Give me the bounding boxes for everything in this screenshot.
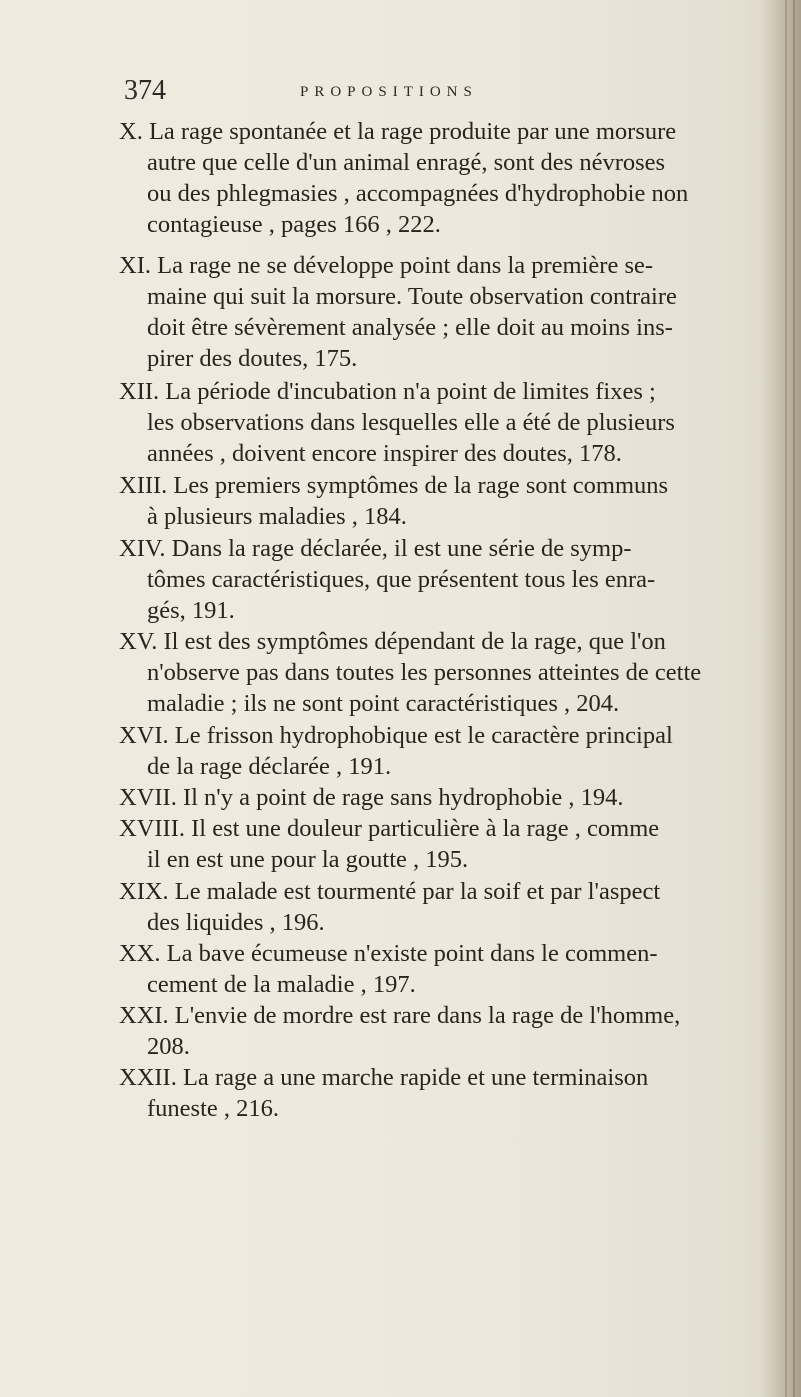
prop-line: funeste , 216.: [147, 1095, 279, 1122]
prop-line: XIX. Le malade est tourmenté par la soif et par l'aspect: [119, 878, 661, 905]
prop-line: XXI. L'envie de mordre est rare dans la rage de l'homme,: [119, 1002, 681, 1029]
prop-line: n'observe pas dans toutes les personnes atteintes de cette: [147, 659, 702, 686]
proposition-xx: [119, 938, 767, 1000]
prop-line: doit être sévèrement analysée ; elle doit au moins ins-: [147, 314, 673, 341]
prop-line: pirer des doutes, 175.: [147, 345, 358, 372]
running-head: PROPOSITIONS: [300, 84, 478, 100]
proposition-xix: [119, 876, 767, 938]
proposition-x: [119, 116, 767, 240]
prop-line: maine qui suit la morsure. Toute observation contraire: [147, 283, 677, 310]
prop-line: il en est une pour la goutte , 195.: [147, 846, 469, 873]
page-edge-shadow: [761, 0, 801, 1397]
proposition-xxi: [119, 1000, 767, 1062]
proposition-xviii: [119, 813, 767, 875]
prop-line: XII. La période d'incubation n'a point de limites fixes ;: [119, 378, 656, 405]
proposition-xv: [119, 626, 767, 719]
prop-line: gés, 191.: [147, 597, 235, 624]
prop-line: maladie ; ils ne sont point caractéristiques , 204.: [147, 690, 620, 717]
prop-line: XVIII. Il est une douleur particulière à la rage , comme: [119, 815, 660, 842]
prop-line: contagieuse , pages 166 , 222.: [147, 211, 441, 238]
prop-line: autre que celle d'un animal enragé, sont des névroses: [147, 149, 666, 176]
prop-line: XVII. Il n'y a point de rage sans hydrophobie , 194.: [119, 784, 624, 811]
proposition-xiv: [119, 533, 767, 626]
proposition-xvii: [119, 782, 767, 813]
prop-line: 208.: [147, 1033, 190, 1060]
proposition-xiii: [119, 470, 767, 532]
prop-line: de la rage déclarée , 191.: [147, 753, 392, 780]
page-edge-line: [785, 0, 787, 1397]
proposition-xii: [119, 376, 767, 469]
page-header: [124, 74, 684, 110]
prop-line: à plusieurs maladies , 184.: [147, 503, 407, 530]
prop-line: les observations dans lesquelles elle a été de plusieurs: [147, 409, 675, 436]
prop-line: X. La rage spontanée et la rage produite par une morsure: [119, 118, 677, 145]
prop-line: XIII. Les premiers symptômes de la rage sont communs: [119, 472, 669, 499]
prop-line: ou des phlegmasies , accompagnées d'hydrophobie non: [147, 180, 689, 207]
prop-line: XI. La rage ne se développe point dans la première se-: [119, 252, 654, 279]
prop-line: des liquides , 196.: [147, 909, 325, 936]
prop-line: cement de la maladie , 197.: [147, 971, 416, 998]
proposition-xvi: [119, 720, 767, 782]
proposition-xxii: [119, 1062, 767, 1124]
prop-line: XXII. La rage a une marche rapide et une terminaison: [119, 1064, 649, 1091]
prop-line: tômes caractéristiques, que présentent tous les enra-: [147, 566, 656, 593]
page-edge-line: [793, 0, 795, 1397]
prop-line: années , doivent encore inspirer des doutes, 178.: [147, 440, 622, 467]
page-number: 374: [124, 75, 166, 106]
prop-line: XIV. Dans la rage déclarée, il est une série de symp-: [119, 535, 632, 562]
prop-line: XV. Il est des symptômes dépendant de la rage, que l'on: [119, 628, 666, 655]
prop-line: XX. La bave écumeuse n'existe point dans le commen-: [119, 940, 658, 967]
proposition-xi: [119, 250, 767, 374]
prop-line: XVI. Le frisson hydrophobique est le caractère principal: [119, 722, 673, 749]
